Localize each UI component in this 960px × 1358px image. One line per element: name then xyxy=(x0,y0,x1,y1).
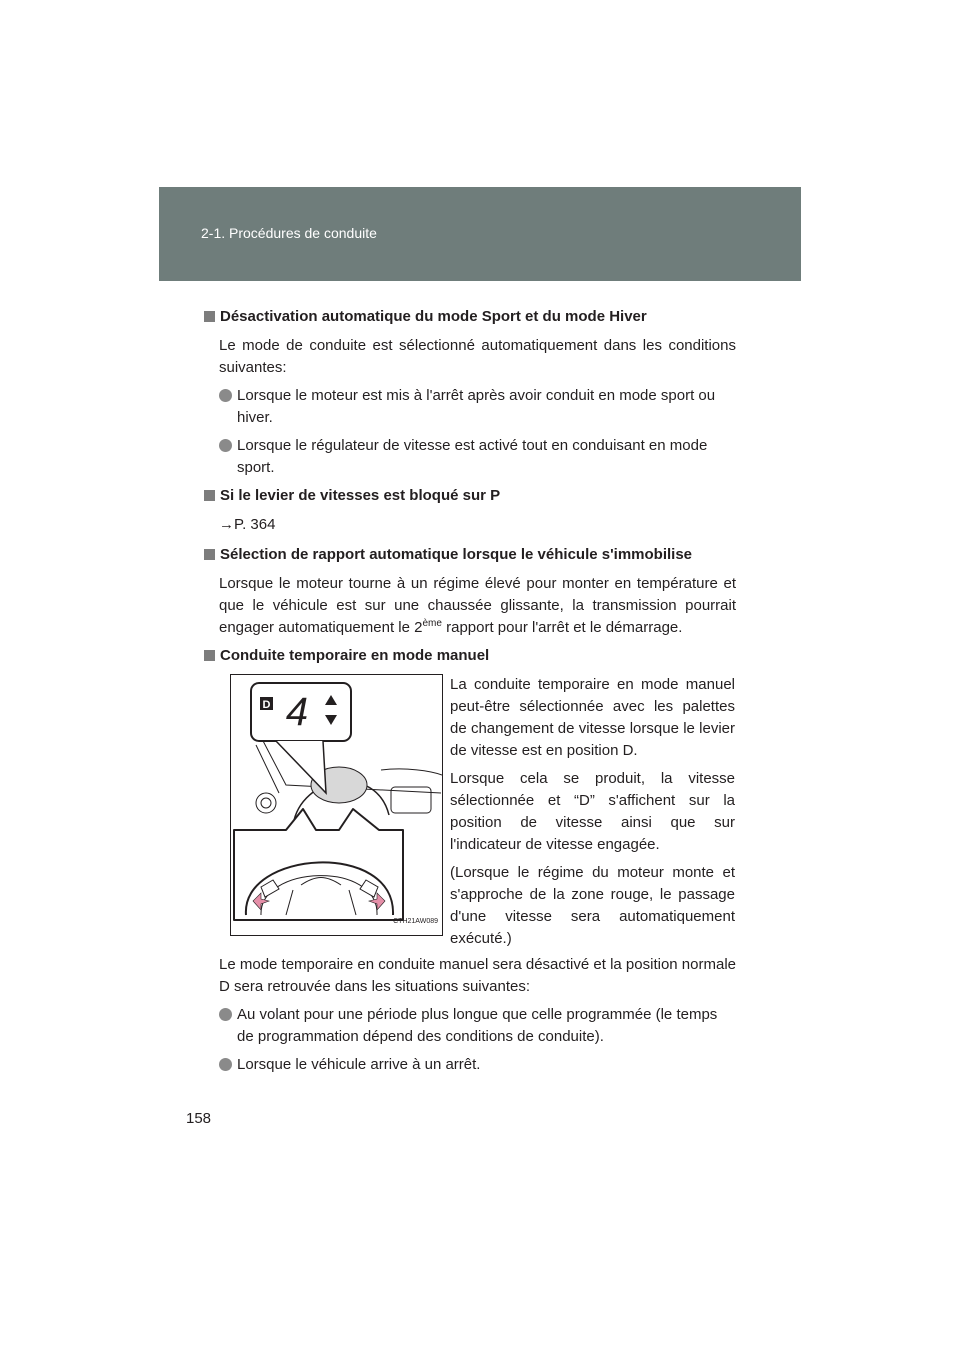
circle-bullet-icon xyxy=(219,1008,232,1021)
figure-description xyxy=(450,674,735,956)
paragraph: Lorsque cela se produit, la vitesse sélectionnée et “D” s'affichent sur la position de vitesse ainsi que sur l'indicateur de vitesse engagée. xyxy=(450,770,735,853)
steering-wheel-icon xyxy=(231,675,442,935)
steering-wheel-illustration xyxy=(230,674,443,936)
list-item: Au volant pour une période plus longue que celle programmée (le temps de programmation dépend des conditions de conduite). xyxy=(219,1004,736,1048)
figure-row xyxy=(204,674,736,947)
page-content xyxy=(204,306,736,1082)
square-bullet-icon xyxy=(204,650,215,661)
page-number: 158 xyxy=(186,1110,212,1127)
circle-bullet-icon xyxy=(219,1058,232,1071)
display-gear: 4 xyxy=(285,690,309,734)
list-item: Lorsque le véhicule arrive à un arrêt. xyxy=(219,1054,736,1076)
paragraph: La conduite temporaire en mode manuel peut-être sélectionnée avec les palettes de changement de vitesse lorsque le levier de vitesse est en position D. xyxy=(450,676,735,759)
paragraph: Le mode de conduite est sélectionné automatiquement dans les conditions suivantes: xyxy=(219,337,736,376)
heading-auto-gear: Sélection de rapport automatique lorsque le véhicule s'immobilise xyxy=(204,544,736,566)
section-title: 2-1. Procédures de conduite xyxy=(201,225,377,241)
list-item: Lorsque le moteur est mis à l'arrêt après avoir conduit en mode sport ou hiver. xyxy=(219,385,736,429)
square-bullet-icon xyxy=(204,549,215,560)
square-bullet-icon xyxy=(204,311,215,322)
heading-sport-winter: Désactivation automatique du mode Sport et du mode Hiver xyxy=(204,306,736,328)
heading-manual-mode: Conduite temporaire en mode manuel xyxy=(204,645,736,667)
page-reference: →P. 364 xyxy=(219,516,276,533)
circle-bullet-icon xyxy=(219,439,232,452)
square-bullet-icon xyxy=(204,490,215,501)
paragraph: Lorsque le moteur tourne à un régime élevé pour monter en température et que le véhicule est sur une chaussée glissante, la transmission pourrait engager automatiquement le 2ème rapport pour l'arrêt et le démarrage. xyxy=(219,575,736,636)
paragraph: (Lorsque le régime du moteur monte et s'approche de la zone rouge, le passage d'une vitesse sera automatiquement exécuté.) xyxy=(450,864,735,947)
section-header-bar xyxy=(159,187,801,281)
list-item: Lorsque le régulateur de vitesse est activé tout en conduisant en mode sport. xyxy=(219,435,736,479)
circle-bullet-icon xyxy=(219,389,232,402)
heading-lever-locked: Si le levier de vitesses est bloqué sur P xyxy=(204,485,736,507)
figure-code: CTH21AW089 xyxy=(393,918,438,925)
paragraph: Le mode temporaire en conduite manuel sera désactivé et la position normale D sera retrouvée dans les situations suivantes: xyxy=(219,956,736,995)
display-letter: D xyxy=(262,699,271,711)
